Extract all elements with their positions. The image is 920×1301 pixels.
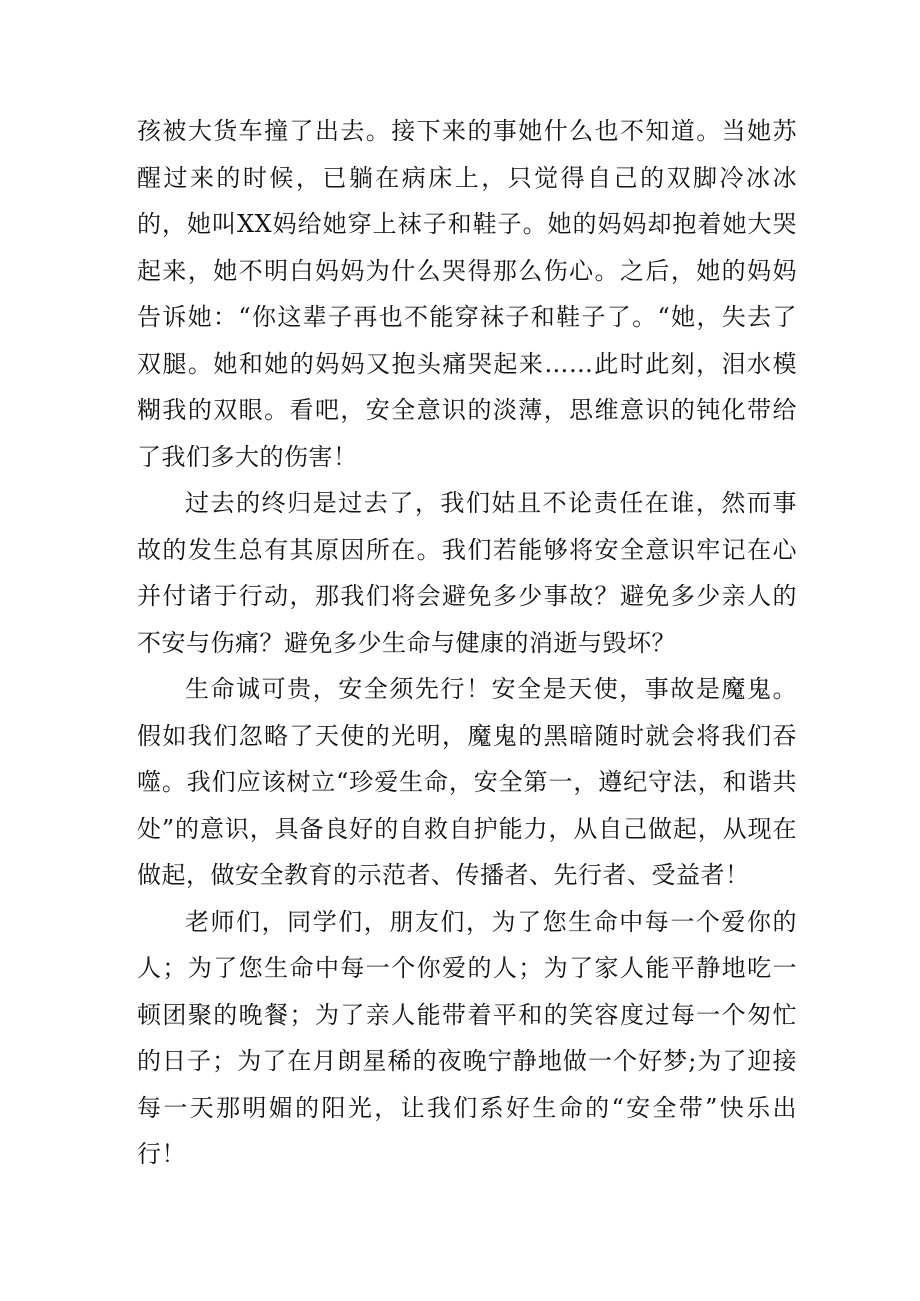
paragraph-closing: 老师们，同学们，朋友们，为了您生命中每一个爱你的人；为了您生命中每一个你爱的人；为了家人能平静地吃一顿团聚的晚餐；为了亲人能带着平和的笑容度过每一个匆忙的日子；为了在月朗星稀的夜晚宁静地做一个好梦;为了迎接每一天那明媚的阳光，让我们系好生命的“安全带”快乐出行！	[137, 907, 797, 1168]
paragraph-continuation: 孩被大货车撞了出去。接下来的事她什么也不知道。当她苏醒过来的时候，已躺在病床上，只觉得自己的双脚冷冰冰的，她叫XX妈给她穿上袜子和鞋子。她的妈妈却抱着她大哭起来，她不明白妈妈为什么哭得那么伤心。之后，她的妈妈告诉她：“你这辈子再也不能穿袜子和鞋子了。“她，失去了双腿。她和她的妈妈又抱头痛哭起来……此时此刻，泪水模糊我的双眼。看吧，安全意识的淡薄，思维意识的钝化带给了我们多大的伤害！	[137, 117, 797, 471]
paragraph-reflection: 过去的终归是过去了，我们姑且不论责任在谁，然而事故的发生总有其原因所在。我们若能够将安全意识牢记在心并付诸于行动，那我们将会避免多少事故？避免多少亲人的不安与伤痛？避免多少生命与健康的消逝与毁坏？	[137, 489, 797, 657]
document-body	[137, 108, 797, 1178]
paragraph-safety-first: 生命诚可贵，安全须先行！安全是天使，事故是魔鬼。假如我们忽略了天使的光明，魔鬼的黑暗随时就会将我们吞噬。我们应该树立“珍爱生命，安全第一，遵纪守法，和谐共处”的意识，具备良好的自救自护能力，从自己做起，从现在做起，做安全教育的示范者、传播者、先行者、受益者！	[137, 675, 797, 889]
